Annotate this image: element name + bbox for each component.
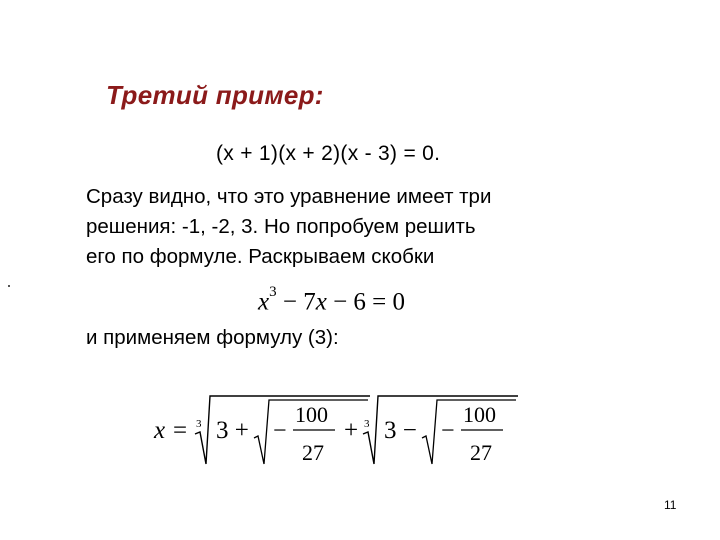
formula-term: 3 − — [384, 417, 417, 444]
explanation-paragraph — [86, 182, 566, 272]
apply-formula-text: и применяем формулу (3): — [86, 326, 339, 349]
formula-term: 3 + — [216, 417, 249, 444]
factored-equation: (x + 1)(x + 2)(x - 3) = 0. — [216, 142, 441, 165]
paragraph-line: его по формуле. Раскрываем скобки — [86, 245, 435, 268]
paragraph-line: решения: -1, -2, 3. Но попробуем решить — [86, 215, 476, 238]
cubic-x: x — [258, 288, 270, 316]
formula-denominator: 27 — [302, 440, 324, 465]
cubic-minus-seven: − 7 — [282, 288, 316, 316]
formula-numerator: 100 — [463, 402, 496, 427]
slide-title: Третий пример: — [106, 80, 324, 110]
formula-lhs: x = — [154, 417, 189, 444]
formula-denominator: 27 — [470, 440, 492, 465]
formula-numerator: 100 — [295, 402, 328, 427]
cubic-exponent: 3 — [269, 284, 277, 300]
cubic-tail: − 6 = 0 — [326, 288, 406, 316]
cardano-formula — [150, 384, 520, 476]
root-index: 3 — [364, 418, 370, 430]
stray-dot — [8, 285, 10, 287]
paragraph-line: Сразу видно, что это уравнение имеет три — [86, 185, 492, 208]
formula-minus: − — [273, 418, 287, 444]
formula-minus: − — [441, 418, 455, 444]
root-index: 3 — [196, 418, 202, 430]
formula-plus: + — [344, 417, 359, 444]
cubic-x-linear: x — [315, 288, 327, 316]
cubic-equation — [258, 284, 406, 316]
page-number: 11 — [664, 498, 677, 512]
